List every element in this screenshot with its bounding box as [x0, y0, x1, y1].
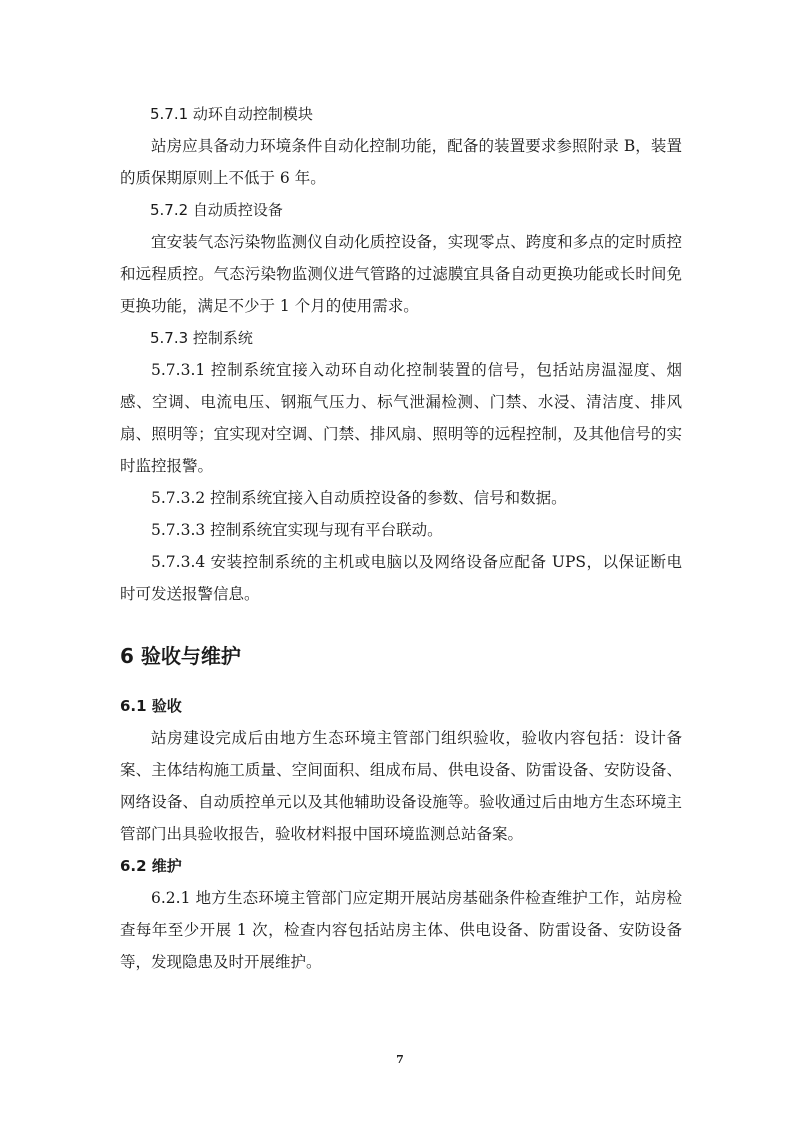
section-heading-5-7-3: 5.7.3 控制系统	[150, 329, 253, 347]
clause-5-7-3-1: 5.7.3.1 控制系统宜接入动环自动化控制装置的信号，包括站房温湿度、烟感、空调、电流电压、钢瓶气压力、标气泄漏检测、门禁、水浸、清洁度、排风扇、照明等；宜实现对空调、门禁、排风扇、照明等的远程控制，及其他信号的实时监控报警。	[120, 361, 682, 475]
section-heading-5-7-1: 5.7.1 动环自动控制模块	[150, 105, 313, 123]
section-text-6-1: 站房建设完成后由地方生态环境主管部门组织验收，验收内容包括：设计备案、主体结构施工质量、空间面积、组成布局、供电设备、防雷设备、安防设备、网络设备、自动质控单元以及其他辅助设备设施等。验收通过后由地方生态环境主管部门出具验收报告，验收材料报中国环境监测总站备案。	[120, 729, 682, 843]
page-content	[120, 98, 682, 978]
clause-6-2-1: 6.2.1 地方生态环境主管部门应定期开展站房基础条件检查维护工作，站房检查每年至少开展 1 次，检查内容包括站房主体、供电设备、防雷设备、安防设备等，发现隐患及时开展维护。	[120, 889, 682, 971]
section-heading-6-1: 6.1 验收	[120, 697, 182, 715]
chapter-title-6: 6 验收与维护	[120, 644, 241, 668]
section-text-5-7-1: 站房应具备动力环境条件自动化控制功能，配备的装置要求参照附录 B，装置的质保期原则上不低于 6 年。	[120, 137, 682, 187]
section-heading-6-2: 6.2 维护	[120, 857, 182, 875]
section-heading-5-7-2: 5.7.2 自动质控设备	[150, 201, 283, 219]
page-number: 7	[396, 1053, 404, 1066]
clause-5-7-3-4: 5.7.3.4 安装控制系统的主机或电脑以及网络设备应配备 UPS，以保证断电时可发送报警信息。	[120, 553, 682, 603]
clause-5-7-3-2: 5.7.3.2 控制系统宜接入自动质控设备的参数、信号和数据。	[151, 489, 567, 507]
section-text-5-7-2: 宜安装气态污染物监测仪自动化质控设备，实现零点、跨度和多点的定时质控和远程质控。气态污染物监测仪进气管路的过滤膜宜具备自动更换功能或长时间免更换功能，满足不少于 1 个月的使用需求。	[120, 233, 682, 315]
clause-5-7-3-3: 5.7.3.3 控制系统宜实现与现有平台联动。	[151, 521, 443, 539]
